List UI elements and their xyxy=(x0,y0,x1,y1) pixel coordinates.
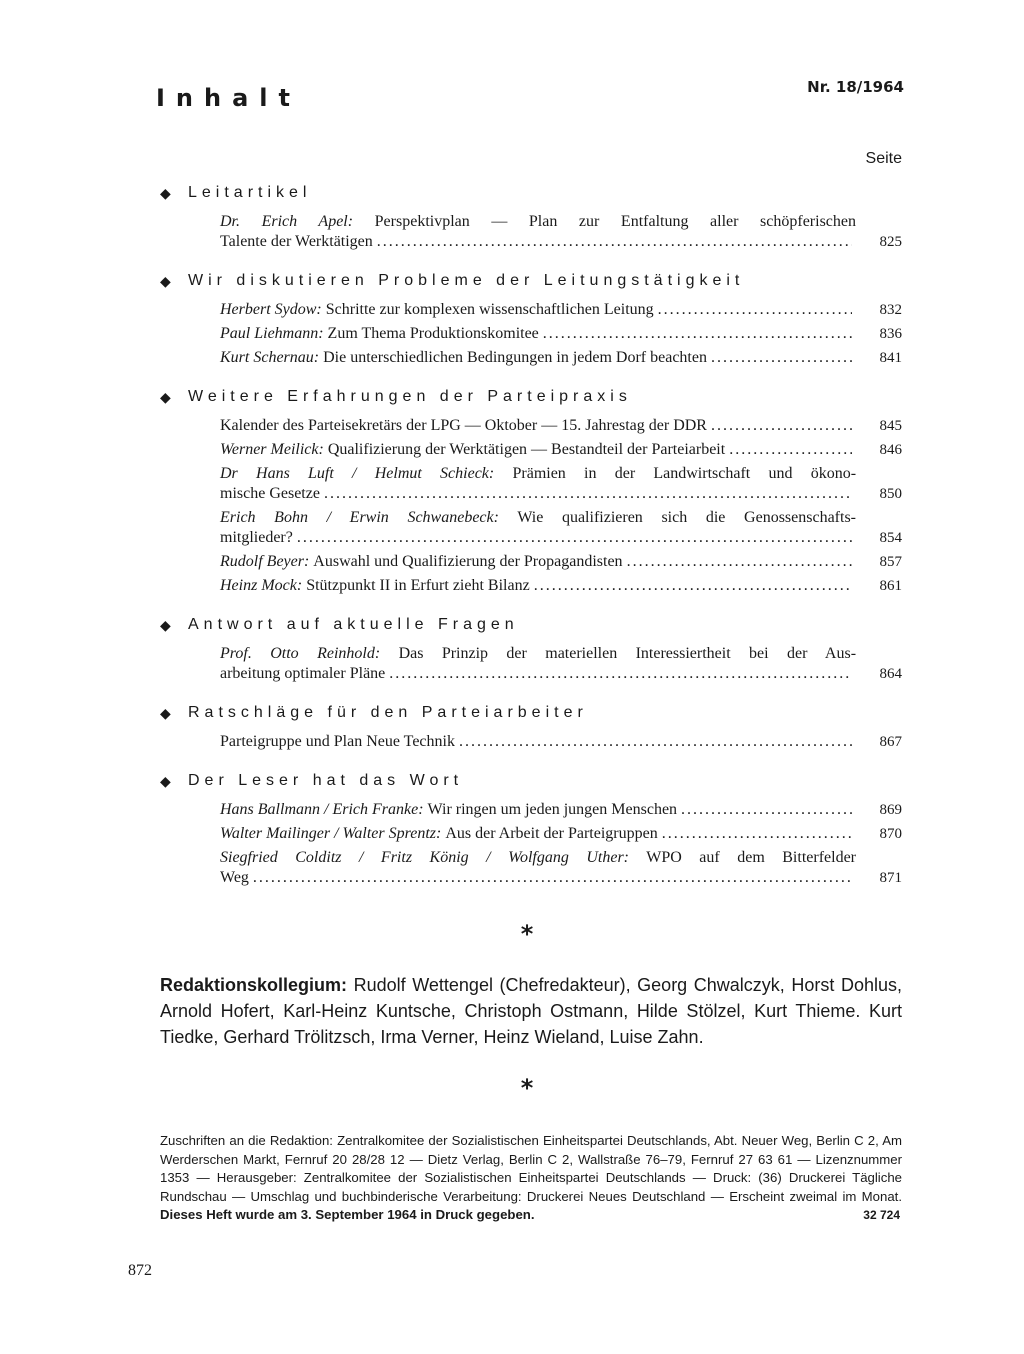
dot-leader xyxy=(389,664,852,684)
entry-line xyxy=(220,416,856,436)
toc-entry xyxy=(220,576,902,596)
entry-text xyxy=(220,848,856,888)
entry-line xyxy=(220,232,856,252)
editorial-board-label: Redaktionskollegium: xyxy=(160,975,348,995)
section-heading-text: Antwort auf aktuelle Fragen xyxy=(188,616,519,633)
entry-page-number: 850 xyxy=(879,486,902,502)
entry-page-number: 854 xyxy=(879,530,902,546)
entry-title: Die unterschiedlichen Bedingungen in jedem Dorf beachten xyxy=(323,349,707,366)
entry-title: Das Prinzip der materiellen Interessiertheit bei der Aus- xyxy=(398,645,857,662)
entry-title: Qualifizierung der Werktätigen — Bestandteil der Parteiarbeit xyxy=(327,441,726,458)
entry-author: Dr. Erich Apel: xyxy=(220,213,354,230)
diamond-bullet-icon: ◆ xyxy=(160,184,171,201)
entry-text xyxy=(220,644,856,684)
entry-title: Aus der Arbeit der Parteigruppen xyxy=(445,825,658,842)
entry-title-continued: Weg xyxy=(220,869,249,886)
dot-leader xyxy=(543,324,852,344)
entry-title: Perspektivplan — Plan zur Entfaltung aller schöpferischen xyxy=(374,213,857,230)
imprint-text: Zuschriften an die Redaktion: Zentralkomitee der Sozialistischen Einheitspartei Deutschlands, Abt. Neuer Weg, Berlin C 2, Am Werderschen Markt, Fernruf 20 28/28 12 — Dietz Verlag, Berlin C 2, Wallstraße 76–79, Fernruf 27 63 61 — Lizenznummer 1353 — Herausgeber: Zentralkomitee der Sozialistischen Einheitspartei Deutschlands — Druck: (36) Druckerei Tägliche Rundschau — Umschlag und buchbinderische Verarbeitung: Druckerei Neues Deutschland — Erscheint zweimal im Monat. xyxy=(160,1133,902,1204)
entry-title-continued: mische Gesetze xyxy=(220,485,320,502)
entry-page-number: 861 xyxy=(879,578,902,594)
entry-text xyxy=(220,440,856,460)
dot-leader xyxy=(711,348,852,368)
entry-text xyxy=(220,464,856,504)
toc-entry xyxy=(220,300,902,320)
entry-text xyxy=(220,508,856,548)
entry-author: Prof. Otto Reinhold: xyxy=(220,645,381,662)
dot-leader xyxy=(324,484,852,504)
toc-entry xyxy=(220,552,902,572)
entry-line xyxy=(220,324,856,344)
toc-entry xyxy=(220,824,902,844)
dot-leader xyxy=(662,824,852,844)
entry-title: Stützpunkt II in Erfurt zieht Bilanz xyxy=(306,577,530,594)
section-heading-text: Leitartikel xyxy=(188,184,312,201)
entry-title: Kalender des Parteisekretärs der LPG — Oktober — 15. Jahrestag der DDR xyxy=(220,417,707,434)
section-heading-text: Der Leser hat das Wort xyxy=(188,772,464,789)
entry-line xyxy=(220,824,856,844)
entry-title: Parteigruppe und Plan Neue Technik xyxy=(220,733,455,750)
toc-entry xyxy=(220,732,902,752)
entry-line xyxy=(220,528,856,548)
section-entries xyxy=(160,800,902,888)
toc-entry xyxy=(220,464,902,504)
section-heading xyxy=(160,700,902,726)
entry-author: Erich Bohn / Erwin Schwanebeck: xyxy=(220,509,499,526)
dot-leader xyxy=(459,732,852,752)
entry-page-number: 864 xyxy=(879,666,902,682)
diamond-bullet-icon: ◆ xyxy=(160,272,171,289)
entry-title: Schritte zur komplexen wissenschaftlichen Leitung xyxy=(325,301,654,318)
entry-text xyxy=(220,348,856,368)
entry-text xyxy=(220,552,856,572)
entry-text xyxy=(220,576,856,596)
section-heading-text: Ratschläge für den Parteiarbeiter xyxy=(188,704,588,721)
toc-entry xyxy=(220,644,902,684)
entry-title-continued: mitglieder? xyxy=(220,529,293,546)
entry-author: Siegfried Colditz / Fritz König / Wolfgang Uther: xyxy=(220,849,630,866)
section-entries xyxy=(160,300,902,368)
entry-line xyxy=(220,552,856,572)
entry-line xyxy=(220,300,856,320)
section-heading xyxy=(160,268,902,294)
entry-text xyxy=(220,732,856,752)
toc-section xyxy=(160,768,902,888)
section-heading-text: Wir diskutieren Probleme der Leitungstätigkeit xyxy=(188,272,745,289)
entry-line xyxy=(220,848,856,868)
imprint xyxy=(160,1132,902,1225)
entry-text xyxy=(220,212,856,252)
entry-author: Kurt Schernau: xyxy=(220,349,320,366)
entry-line xyxy=(220,348,856,368)
issue-number: Nr. 18/1964 xyxy=(807,78,904,96)
entry-page-number: 845 xyxy=(879,418,902,434)
entry-title-continued: Talente der Werktätigen xyxy=(220,233,373,250)
entry-title: Wie qualifizieren sich die Genossenschafts- xyxy=(517,509,857,526)
toc-entry xyxy=(220,416,902,436)
entry-title: Zum Thema Produktionskomitee xyxy=(327,325,539,342)
entry-title: Auswahl und Qualifizierung der Propagandisten xyxy=(313,553,623,570)
section-heading xyxy=(160,384,902,410)
entry-line xyxy=(220,576,856,596)
entry-line xyxy=(220,644,856,664)
entry-page-number: 841 xyxy=(879,350,902,366)
toc-section xyxy=(160,268,902,368)
toc-entry xyxy=(220,212,902,252)
entry-line xyxy=(220,484,856,504)
entry-author: Rudolf Beyer: xyxy=(220,553,310,570)
section-entries xyxy=(160,212,902,252)
section-heading-text: Weitere Erfahrungen der Parteipraxis xyxy=(188,388,632,405)
section-heading xyxy=(160,180,902,206)
toc-entry xyxy=(220,440,902,460)
entry-author: Hans Ballmann / Erich Franke: xyxy=(220,801,424,818)
entry-page-number: 832 xyxy=(879,302,902,318)
dot-leader xyxy=(253,868,852,888)
diamond-bullet-icon: ◆ xyxy=(160,704,171,721)
entry-title-continued: arbeitung optimaler Pläne xyxy=(220,665,386,682)
dot-leader xyxy=(377,232,852,252)
section-entries xyxy=(160,644,902,684)
separator-star: * xyxy=(520,1074,534,1102)
dot-leader xyxy=(711,416,852,436)
entry-page-number: 836 xyxy=(879,326,902,342)
entry-text xyxy=(220,824,856,844)
entry-text xyxy=(220,416,856,436)
dot-leader xyxy=(681,800,852,820)
page-column-label: Seite xyxy=(865,150,902,167)
page-number: 872 xyxy=(128,1262,152,1279)
entry-title: WPO auf dem Bitterfelder xyxy=(646,849,856,866)
entry-page-number: 846 xyxy=(879,442,902,458)
entry-line xyxy=(220,464,856,484)
toc-section xyxy=(160,384,902,596)
toc-entry xyxy=(220,800,902,820)
entry-page-number: 867 xyxy=(879,734,902,750)
entry-author: Walter Mailinger / Walter Sprentz: xyxy=(220,825,442,842)
section-entries xyxy=(160,732,902,752)
entry-line xyxy=(220,440,856,460)
entry-author: Werner Meilick: xyxy=(220,441,324,458)
toc-section xyxy=(160,700,902,752)
entry-page-number: 871 xyxy=(879,870,902,886)
entry-line xyxy=(220,732,856,752)
toc-entry xyxy=(220,508,902,548)
entry-text xyxy=(220,800,856,820)
entry-title: Prämien in der Landwirtschaft und ökono- xyxy=(512,465,857,482)
entry-text xyxy=(220,324,856,344)
toc-entry xyxy=(220,324,902,344)
dot-leader xyxy=(627,552,852,572)
entry-line xyxy=(220,212,856,232)
entry-page-number: 869 xyxy=(879,802,902,818)
entry-author: Heinz Mock: xyxy=(220,577,303,594)
section-heading xyxy=(160,612,902,638)
dot-leader xyxy=(534,576,852,596)
table-of-contents xyxy=(160,180,902,904)
entry-author: Paul Liehmann: xyxy=(220,325,324,342)
imprint-code: 32 724 xyxy=(863,1208,900,1222)
section-entries xyxy=(160,416,902,596)
diamond-bullet-icon: ◆ xyxy=(160,388,171,405)
entry-line xyxy=(220,800,856,820)
editorial-board-members: Rudolf Wettengel (Chefredakteur), Georg Chwalczyk, Horst Dohlus, Arnold Hofert, Karl-Heinz Kuntsche, Christoph Ostmann, Hilde Stölzel, Kurt Thieme. Kurt Tiedke, Gerhard Trölitzsch, Irma Verner, Heinz Wieland, Luise Zahn. xyxy=(160,975,902,1047)
dot-leader xyxy=(729,440,852,460)
section-heading xyxy=(160,768,902,794)
toc-section xyxy=(160,180,902,252)
entry-text xyxy=(220,300,856,320)
separator-star: * xyxy=(520,920,534,948)
toc-entry xyxy=(220,848,902,888)
entry-line xyxy=(220,508,856,528)
entry-line xyxy=(220,664,856,684)
entry-author: Herbert Sydow: xyxy=(220,301,322,318)
editorial-board xyxy=(160,972,902,1050)
imprint-print-note: Dieses Heft wurde am 3. September 1964 in Druck gegeben. xyxy=(160,1207,535,1222)
entry-author: Dr Hans Luft / Helmut Schieck: xyxy=(220,465,495,482)
dot-leader xyxy=(297,528,852,548)
entry-line xyxy=(220,868,856,888)
diamond-bullet-icon: ◆ xyxy=(160,772,171,789)
entry-page-number: 857 xyxy=(879,554,902,570)
entry-title: Wir ringen um jeden jungen Menschen xyxy=(427,801,678,818)
diamond-bullet-icon: ◆ xyxy=(160,616,171,633)
toc-section xyxy=(160,612,902,684)
dot-leader xyxy=(658,300,852,320)
toc-entry xyxy=(220,348,902,368)
entry-page-number: 825 xyxy=(879,234,902,250)
page-title: Inhalt xyxy=(156,84,301,112)
entry-page-number: 870 xyxy=(879,826,902,842)
